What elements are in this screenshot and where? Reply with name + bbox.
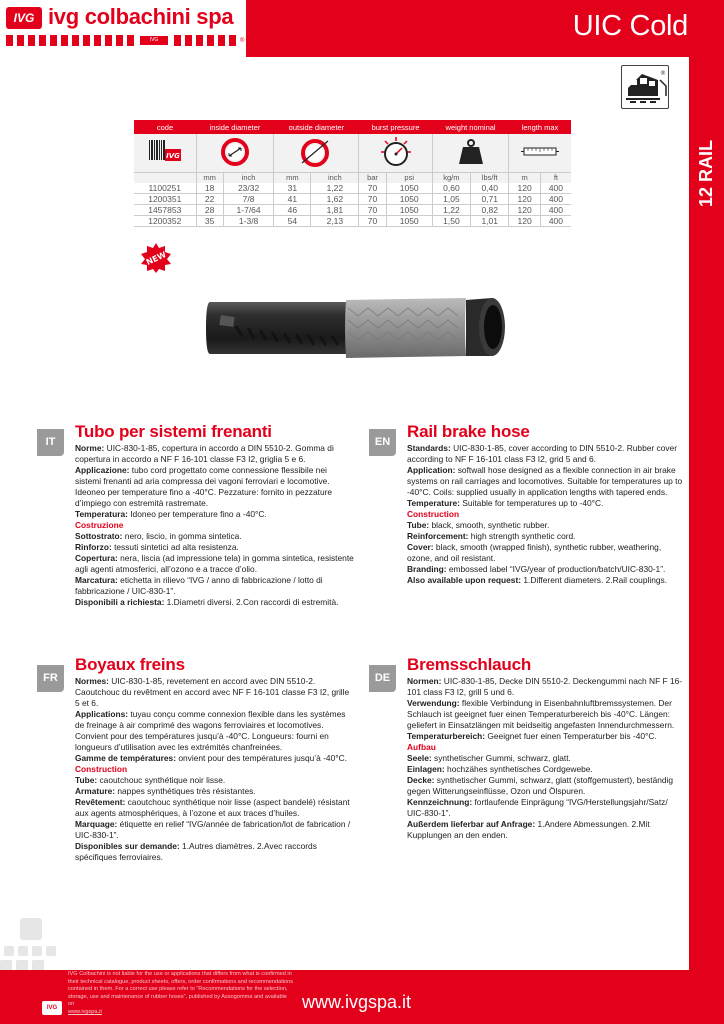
outside-diameter-icon — [274, 134, 359, 172]
table-row: 1457853 28 1-7/64 46 1,81 70 1050 1,22 0,82 120 400 — [134, 205, 571, 216]
col-length-max: length max — [509, 120, 571, 134]
footer-ivg-logo: IVG — [42, 1001, 62, 1015]
section-de — [407, 655, 687, 841]
col-burst-pressure: burst pressure — [359, 120, 432, 134]
inside-diameter-icon — [196, 134, 274, 172]
new-badge-icon — [140, 242, 172, 274]
rail-train-icon — [621, 65, 669, 109]
table-row: 1100251 18 23/32 31 1,22 70 1050 0,60 0,40 120 400 — [134, 183, 571, 194]
col-inside-diameter: inside diameter — [196, 120, 274, 134]
product-title: UIC Cold — [572, 10, 688, 42]
logo-bars: IVG GROUP ® — [6, 35, 244, 46]
section-de-title: Bremsschlauch — [407, 655, 532, 674]
ivg-logo: IVG — [6, 7, 42, 29]
section-fr — [75, 655, 355, 863]
lang-tag-de: DE — [369, 665, 396, 692]
section-en — [407, 422, 687, 586]
section-de-body: Normen: UIC-830-1-85, Decke DIN 5510-2. Deckengummi nach NF F 16-101 class F3 I2, grill 5 und 6. Verwendung: flexible Verbindung in Eisenbahnluftbremssystemen. Der Schlauch ist geeignet fuer einen Temperaturbereich bis -40°C. Längen: geliefert in Einsatzlängen mit beidseitig angefasten Innendurchmessern. Temperaturbereich: Geeignet fuer einen Temperaturber bis -40°C. Aufbau Seele: synthetischer Gummi, schwarz, glatt. Einlagen: hochzähes synthetisches Cordgewebe. Decke: synthetischer Gummi, schwarz, glatt (stoffgemustert), beständig gegen Witterungseinflüsse, Ozon und Ölspuren. Kennzeichnung: fortlaufende Einprägung “IVG/Herstellungsjahr/Satz/ UIC-830-1”. Außerdem lieferbar auf Anfrage: 1.Andere Abmessungen. 2.Mit Kupplungen an den enden. — [407, 676, 683, 840]
logo-area — [0, 0, 246, 57]
section-it-body: Norme: UIC-830-1-85, copertura in accordo a DIN 5510-2. Gomma di copertura in accordo a NF F 16-101 classe F3 I2, griglia 5 e 6. Applicazione: tubo cord progettato come connessione flessibile nei sistemi frenanti ad aria compressa dei vagoni ferroviari e locomotive. Ideoneo per temperature fino a -40°C. Pezzature: fornito in pezzature d’impiego con estremità rastremate. Temperatura: Idoneo per temperature fino a -40°C. Costruzione Sottostrato: nero, liscio, in gomma sintetica. Rinforzo: tessuti sintetici ad alta resistenza. Copertura: nera, liscia (ad impressione tela) in gomma sintetica, resistente agli agenti atmosferici, all’ozono e a tracce d’olio. Marcatura: etichetta in rilievo “IVG / anno di fabbricazione / lotto di fabbricazione / UIC-830-1”. Disponibili a richiesta: 1.Diametri diversi. 2.Con raccordi di estremità. — [75, 443, 354, 607]
category-sidebar: 12 RAIL — [689, 57, 724, 970]
section-fr-title: Boyaux freins — [75, 655, 185, 674]
group-label: IVG GROUP — [140, 36, 168, 45]
col-weight-nominal: weight nominal — [432, 120, 509, 134]
section-en-body: Standards: UIC-830-1-85, cover according to DIN 5510-2. Rubber cover according to NF F 16-101 class F3 I2, grid 5 and 6. Application: softwall hose designed as a flexible connection in air brake systems on rail carriages and locomotives. Suitable for temperatures up to -40°C. Coils: supplied usually in application lengths with tapered ends. Temperature: Suitable for temperatures up to -40°C. Construction Tube: black, smooth, synthetic rubber. Reinforcement: high strength synthetic cord. Cover: black, smooth (wrapped finish), synthetic rubber, weathering, ozone, and oil resistant. Branding: embossed label “IVG/year of production/batch/UIC-830-1”. Also available upon request: 1.Different diameters. 2.Rail couplings. — [407, 443, 683, 585]
svg-text:IVG: IVG — [165, 151, 180, 160]
length-ruler-icon — [509, 134, 571, 172]
company-name: ivg colbachini spa — [48, 4, 234, 29]
footer-disclaimer: IVG Colbachini is not liable for the use or applications that differs from what is confirmed in their technical catalogue, product sheets, offers, order confirmations and recommendations contained in them. For a correct use please refer to “Recommendations for the selection, storage, use and maintenance of rubber hoses”, published by Assogomma and available on www.ivgspa.it — [68, 971, 294, 1015]
lang-tag-fr: FR — [37, 665, 64, 692]
weight-icon — [432, 134, 509, 172]
table-row: 1200352 35 1-3/8 54 2,13 70 1050 1,50 1,01 120 400 — [134, 216, 571, 227]
footer-website-link[interactable]: www.ivgspa.it — [302, 992, 412, 1012]
section-fr-body: Normes: UIC-830-1-85, revetement en accord avec DIN 5510-2. Caoutchouc du revêtment en accord avec NF F 16-101 classe F3 I2, grille 5 et 6. Applications: tuyau conçu comme connexion flexible dans les systèmes de freinage à air comprimé des wagons ferroviaires et locomotives. Convient pour des températures jusqu’à -40°C. Longueurs: fourni en longueurs d’utilisation avec les extrémités chanfreinées. Gamme de températures: onvient pour des températures jusqu’à -40°C. Construction Tube: caoutchouc synthétique noir lisse. Armature: nappes synthétiques très résistantes. Revêtement: caoutchouc synthétique noir lisse (aspect bandelé) résistant aux agents atmosphériques, à l’ozone et aux traces d’huiles. Marquage: étiquette en relief “IVG/année de fabrication/lot de fabrication / UIC-830-1”. Disponibles sur demande: 1.Autres diamètres. 2.Avec raccords spécifiques ferroviaires. — [75, 676, 351, 862]
section-it — [75, 422, 355, 608]
lang-tag-en: EN — [369, 429, 396, 456]
lang-tag-it: IT — [37, 429, 64, 456]
col-outside-diameter: outside diameter — [274, 120, 359, 134]
new-badge-label: NEW — [144, 249, 168, 267]
col-code: code — [134, 120, 196, 134]
svg-text:®: ® — [660, 70, 666, 77]
section-it-title: Tubo per sistemi frenanti — [75, 422, 272, 441]
section-en-title: Rail brake hose — [407, 422, 530, 441]
table-row: 1200351 22 7/8 41 1,62 70 1050 1,05 0,71 120 400 — [134, 194, 571, 205]
spec-table: code inside diameter outside diameter burst pressure weight nominal length max IVG mm inch mm inch bar psi kg/m lbs/ft m ft 1100251 18 23/32 31 1,22 70 1050 0,60 0,40 120 400 1200351 22 7/8 41 1,62 70 1050 1,05 0,71 120 400 1457853 28 1-7/64 46 1,81 70 1050 1,22 0,82 120 400 1200352 35 1-3/8 54 2,13 70 1050 1,50 1,01 120 400 — [134, 120, 571, 227]
barcode-icon — [134, 134, 196, 172]
pressure-gauge-icon — [359, 134, 432, 172]
hose-product-image — [196, 288, 508, 366]
footer-disclaimer-link[interactable]: www.ivgspa.it — [68, 1008, 102, 1015]
